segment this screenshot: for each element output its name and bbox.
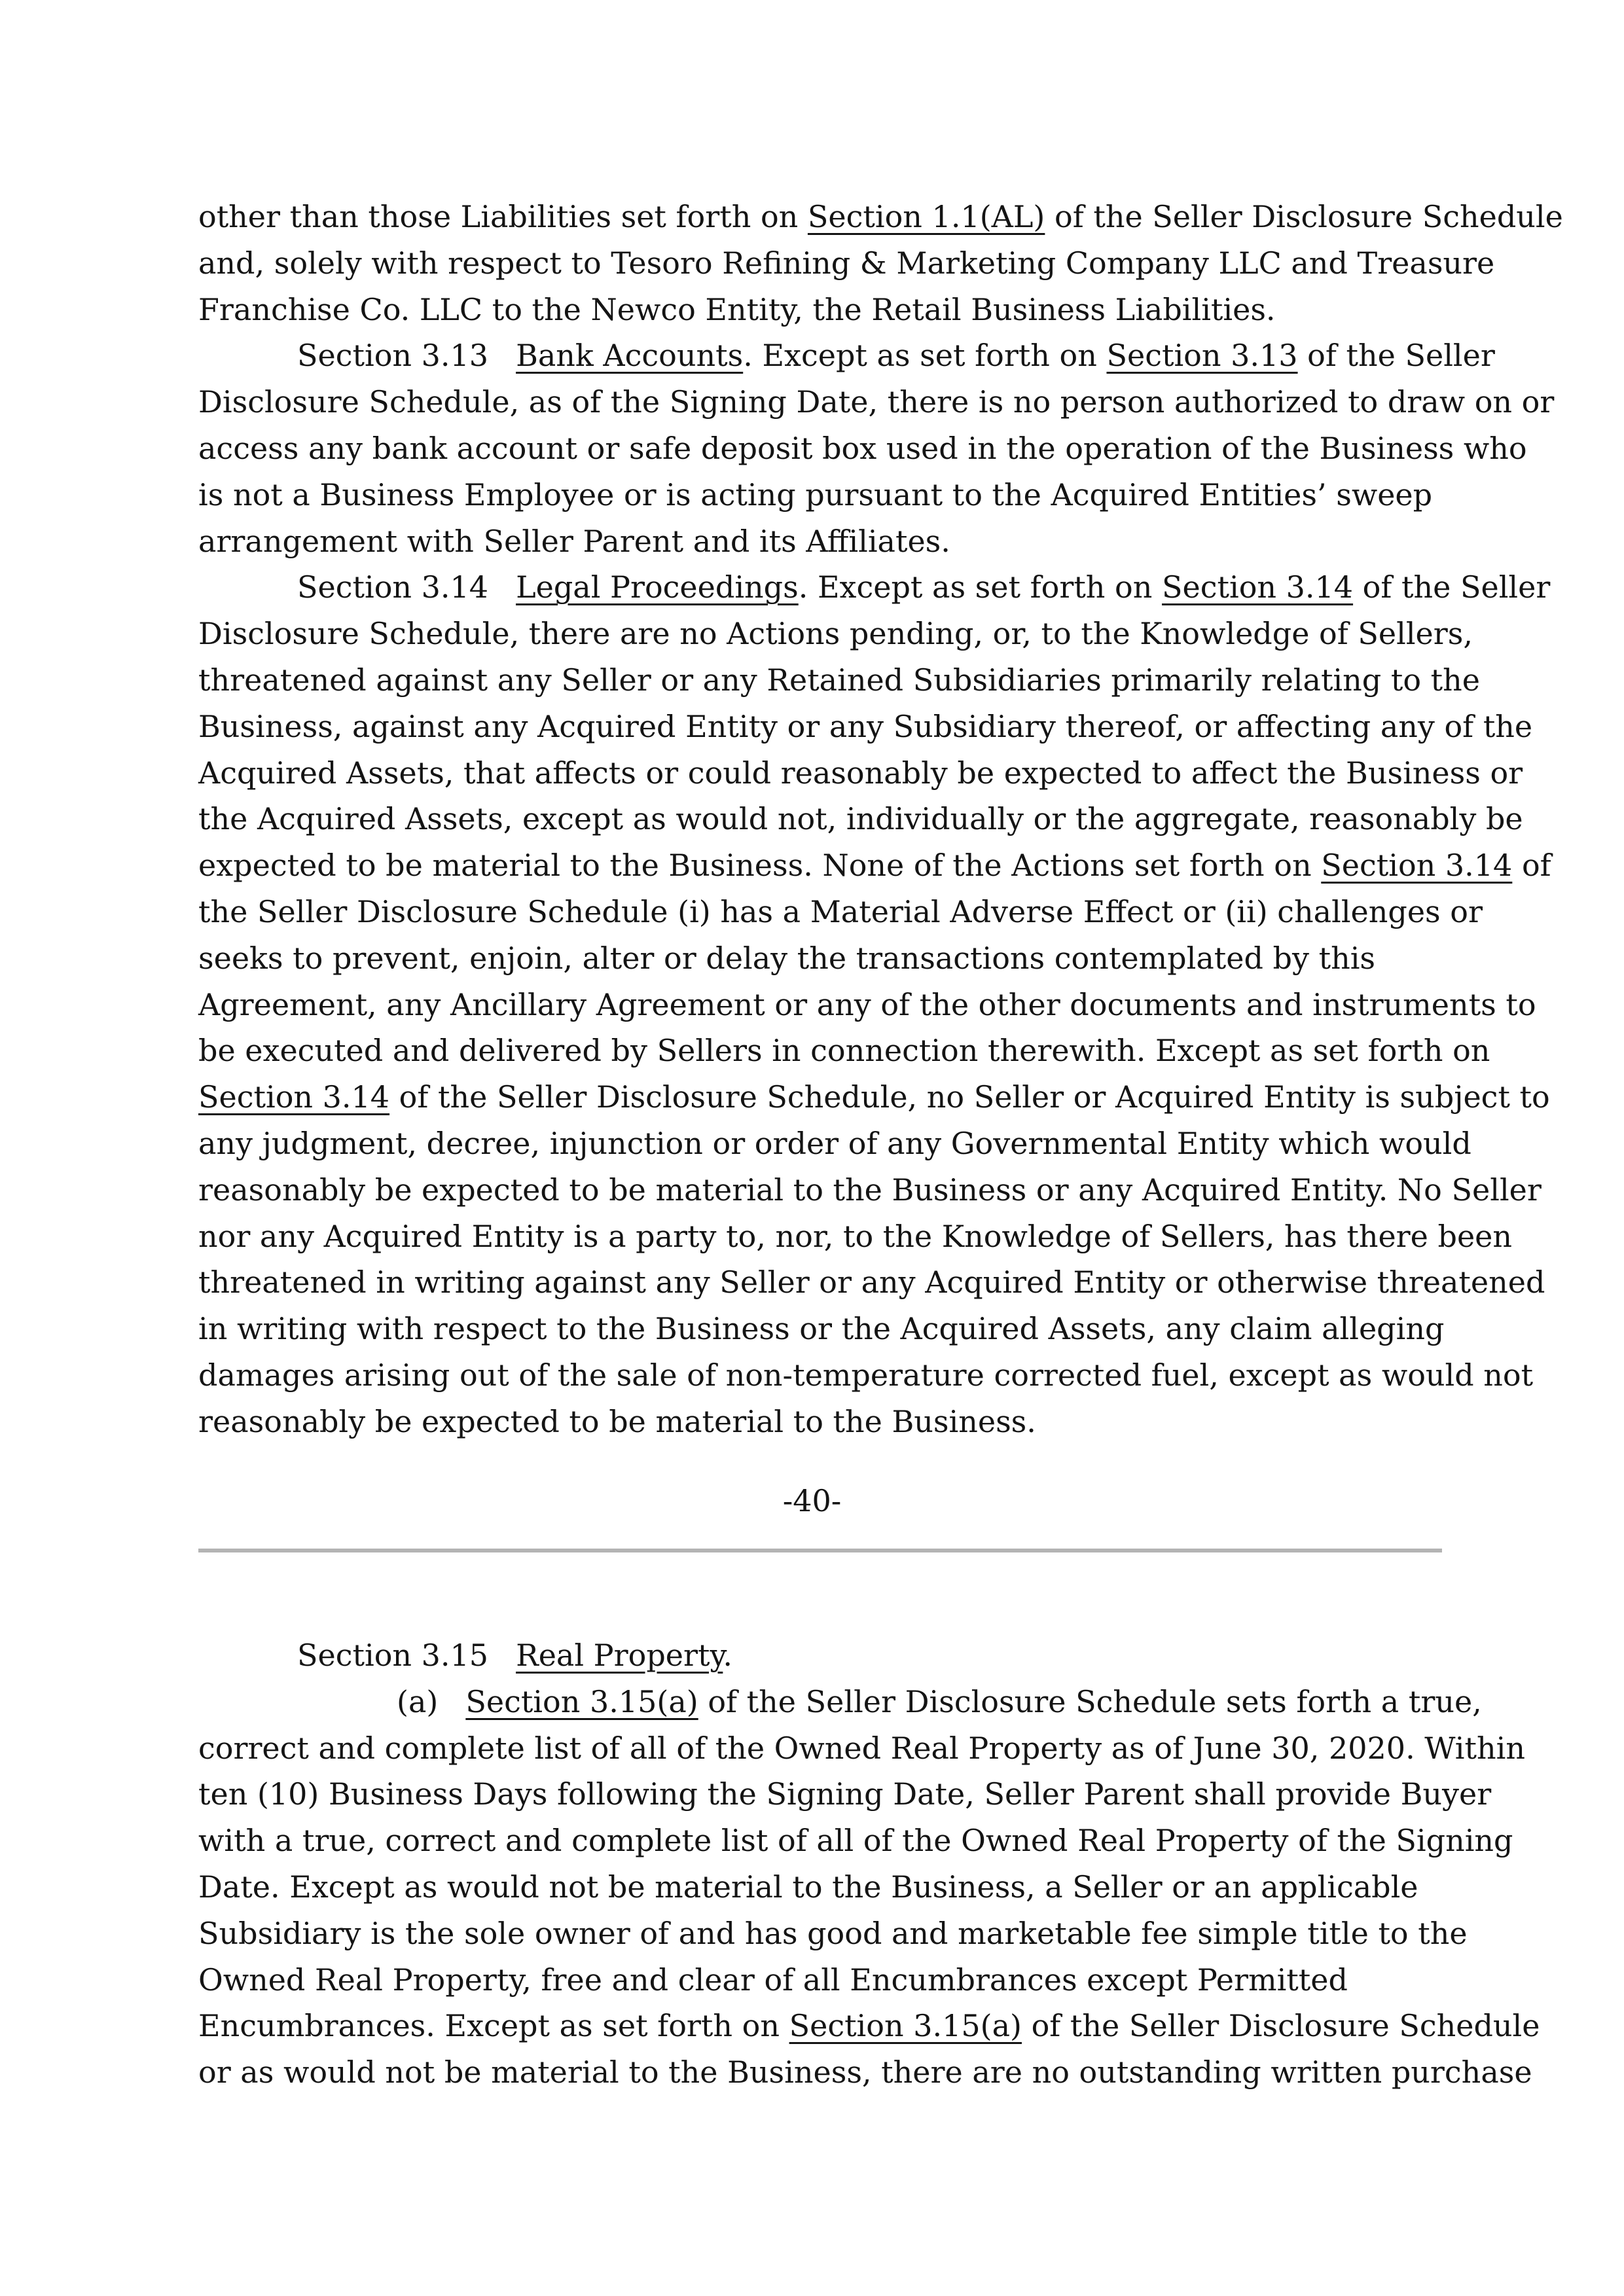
text-line: threatened against any Seller or any Retained Subsidiaries primarily relating to the [198, 662, 1480, 698]
section-number: Section 3.15 [297, 1638, 489, 1673]
text-line: Encumbrances. Except as set forth on Section 3.15(a) of the Seller Disclosure Schedule [198, 2008, 1540, 2044]
text-line: or as would not be material to the Business, there are no outstanding written purchase [198, 2054, 1532, 2090]
text-line: any judgment, decree, injunction or order of any Governmental Entity which would [198, 1125, 1471, 1161]
section-3-14-reference: Section 3.14 [1321, 848, 1513, 884]
section-3-14-heading-line: Section 3.14 Legal Proceedings. Except as set forth on Section 3.14 of the Seller [297, 569, 1551, 605]
text-line: nor any Acquired Entity is a party to, nor, to the Knowledge of Sellers, has there been [198, 1218, 1513, 1254]
section-3-15a-reference: Section 3.15(a) [789, 2008, 1022, 2044]
section-3-14-reference: Section 3.14 [1162, 569, 1354, 605]
page-number: -40- [782, 1483, 842, 1518]
text-line: access any bank account or safe deposit box used in the operation of the Business who [198, 430, 1527, 466]
text-line: correct and complete list of all of the Owned Real Property as of June 30, 2020. Within [198, 1730, 1525, 1766]
text-line: Owned Real Property, free and clear of all Encumbrances except Permitted [198, 1962, 1348, 1998]
text-line: in writing with respect to the Business or the Acquired Assets, any claim alleging [198, 1311, 1445, 1347]
text-line: expected to be material to the Business. None of the Actions set forth on Section 3.14 of [198, 848, 1551, 884]
text-line: Acquired Assets, that affects or could reasonably be expected to affect the Business or [198, 755, 1523, 791]
text-line: ten (10) Business Days following the Signing Date, Seller Parent shall provide Buyer [198, 1776, 1492, 1812]
text-line: reasonably be expected to be material to the Business. [198, 1403, 1036, 1439]
section-3-15a-reference: Section 3.15(a) [465, 1683, 698, 1719]
text-line: with a true, correct and complete list of all of the Owned Real Property of the Signing [198, 1823, 1513, 1859]
text-line: Business, against any Acquired Entity or any Subsidiary thereof, or affecting any of the [198, 708, 1533, 744]
text-line: arrangement with Seller Parent and its Affiliates. [198, 523, 950, 559]
section-title: Real Property [516, 1638, 723, 1673]
text-line: Franchise Co. LLC to the Newco Entity, the Retail Business Liabilities. [198, 291, 1276, 327]
upper-text-block [198, 194, 1563, 1445]
text-line: seeks to prevent, enjoin, alter or delay the transactions contemplated by this [198, 940, 1376, 976]
page-divider [198, 1549, 1442, 1552]
lower-text-block [198, 1632, 1540, 2096]
text-line: other than those Liabilities set forth on Section 1.1(AL) of the Seller Disclosure Schedule [198, 199, 1563, 234]
text-line: Section 3.14 of the Seller Disclosure Schedule, no Seller or Acquired Entity is subject to [198, 1079, 1550, 1115]
text-line: Disclosure Schedule, as of the Signing Date, there is no person authorized to draw on or [198, 384, 1555, 420]
text-line: and, solely with respect to Tesoro Refining & Marketing Company LLC and Treasure [198, 245, 1495, 281]
section-title: Legal Proceedings [516, 569, 799, 605]
section-number: Section 3.13 [297, 338, 489, 374]
section-number: Section 3.14 [297, 569, 489, 605]
text-line: Date. Except as would not be material to the Business, a Seller or an applicable [198, 1869, 1418, 1905]
text-line: the Acquired Assets, except as would not, individually or the aggregate, reasonably be [198, 801, 1523, 837]
text-line: reasonably be expected to be material to the Business or any Acquired Entity. No Seller [198, 1172, 1542, 1208]
text-line: Agreement, any Ancillary Agreement or any of the other documents and instruments to [198, 986, 1536, 1022]
section-3-13-reference: Section 3.13 [1106, 338, 1298, 374]
section-1-1-al-reference: Section 1.1(AL) [807, 199, 1045, 234]
text-line: Disclosure Schedule, there are no Actions pending, or, to the Knowledge of Sellers, [198, 616, 1473, 652]
subsection-label: (a) [397, 1683, 439, 1719]
subsection-a-line: (a) Section 3.15(a) of the Seller Disclosure Schedule sets forth a true, [397, 1683, 1482, 1719]
text-line: damages arising out of the sale of non-temperature corrected fuel, except as would not [198, 1357, 1534, 1393]
text-line: threatened in writing against any Seller or any Acquired Entity or otherwise threatened [198, 1265, 1545, 1300]
section-3-15-heading-line: Section 3.15 Real Property. [297, 1638, 732, 1673]
text-line: be executed and delivered by Sellers in connection therewith. Except as set forth on [198, 1033, 1490, 1069]
text-line: the Seller Disclosure Schedule (i) has a Material Adverse Effect or (ii) challenges or [198, 893, 1483, 929]
text-line: Subsidiary is the sole owner of and has good and marketable fee simple title to the [198, 1915, 1468, 1951]
text-line: is not a Business Employee or is acting pursuant to the Acquired Entities’ sweep [198, 476, 1433, 512]
section-3-14-reference: Section 3.14 [198, 1079, 390, 1115]
section-3-13-heading-line: Section 3.13 Bank Accounts. Except as set forth on Section 3.13 of the Seller [297, 338, 1495, 374]
section-title: Bank Accounts [516, 338, 744, 374]
